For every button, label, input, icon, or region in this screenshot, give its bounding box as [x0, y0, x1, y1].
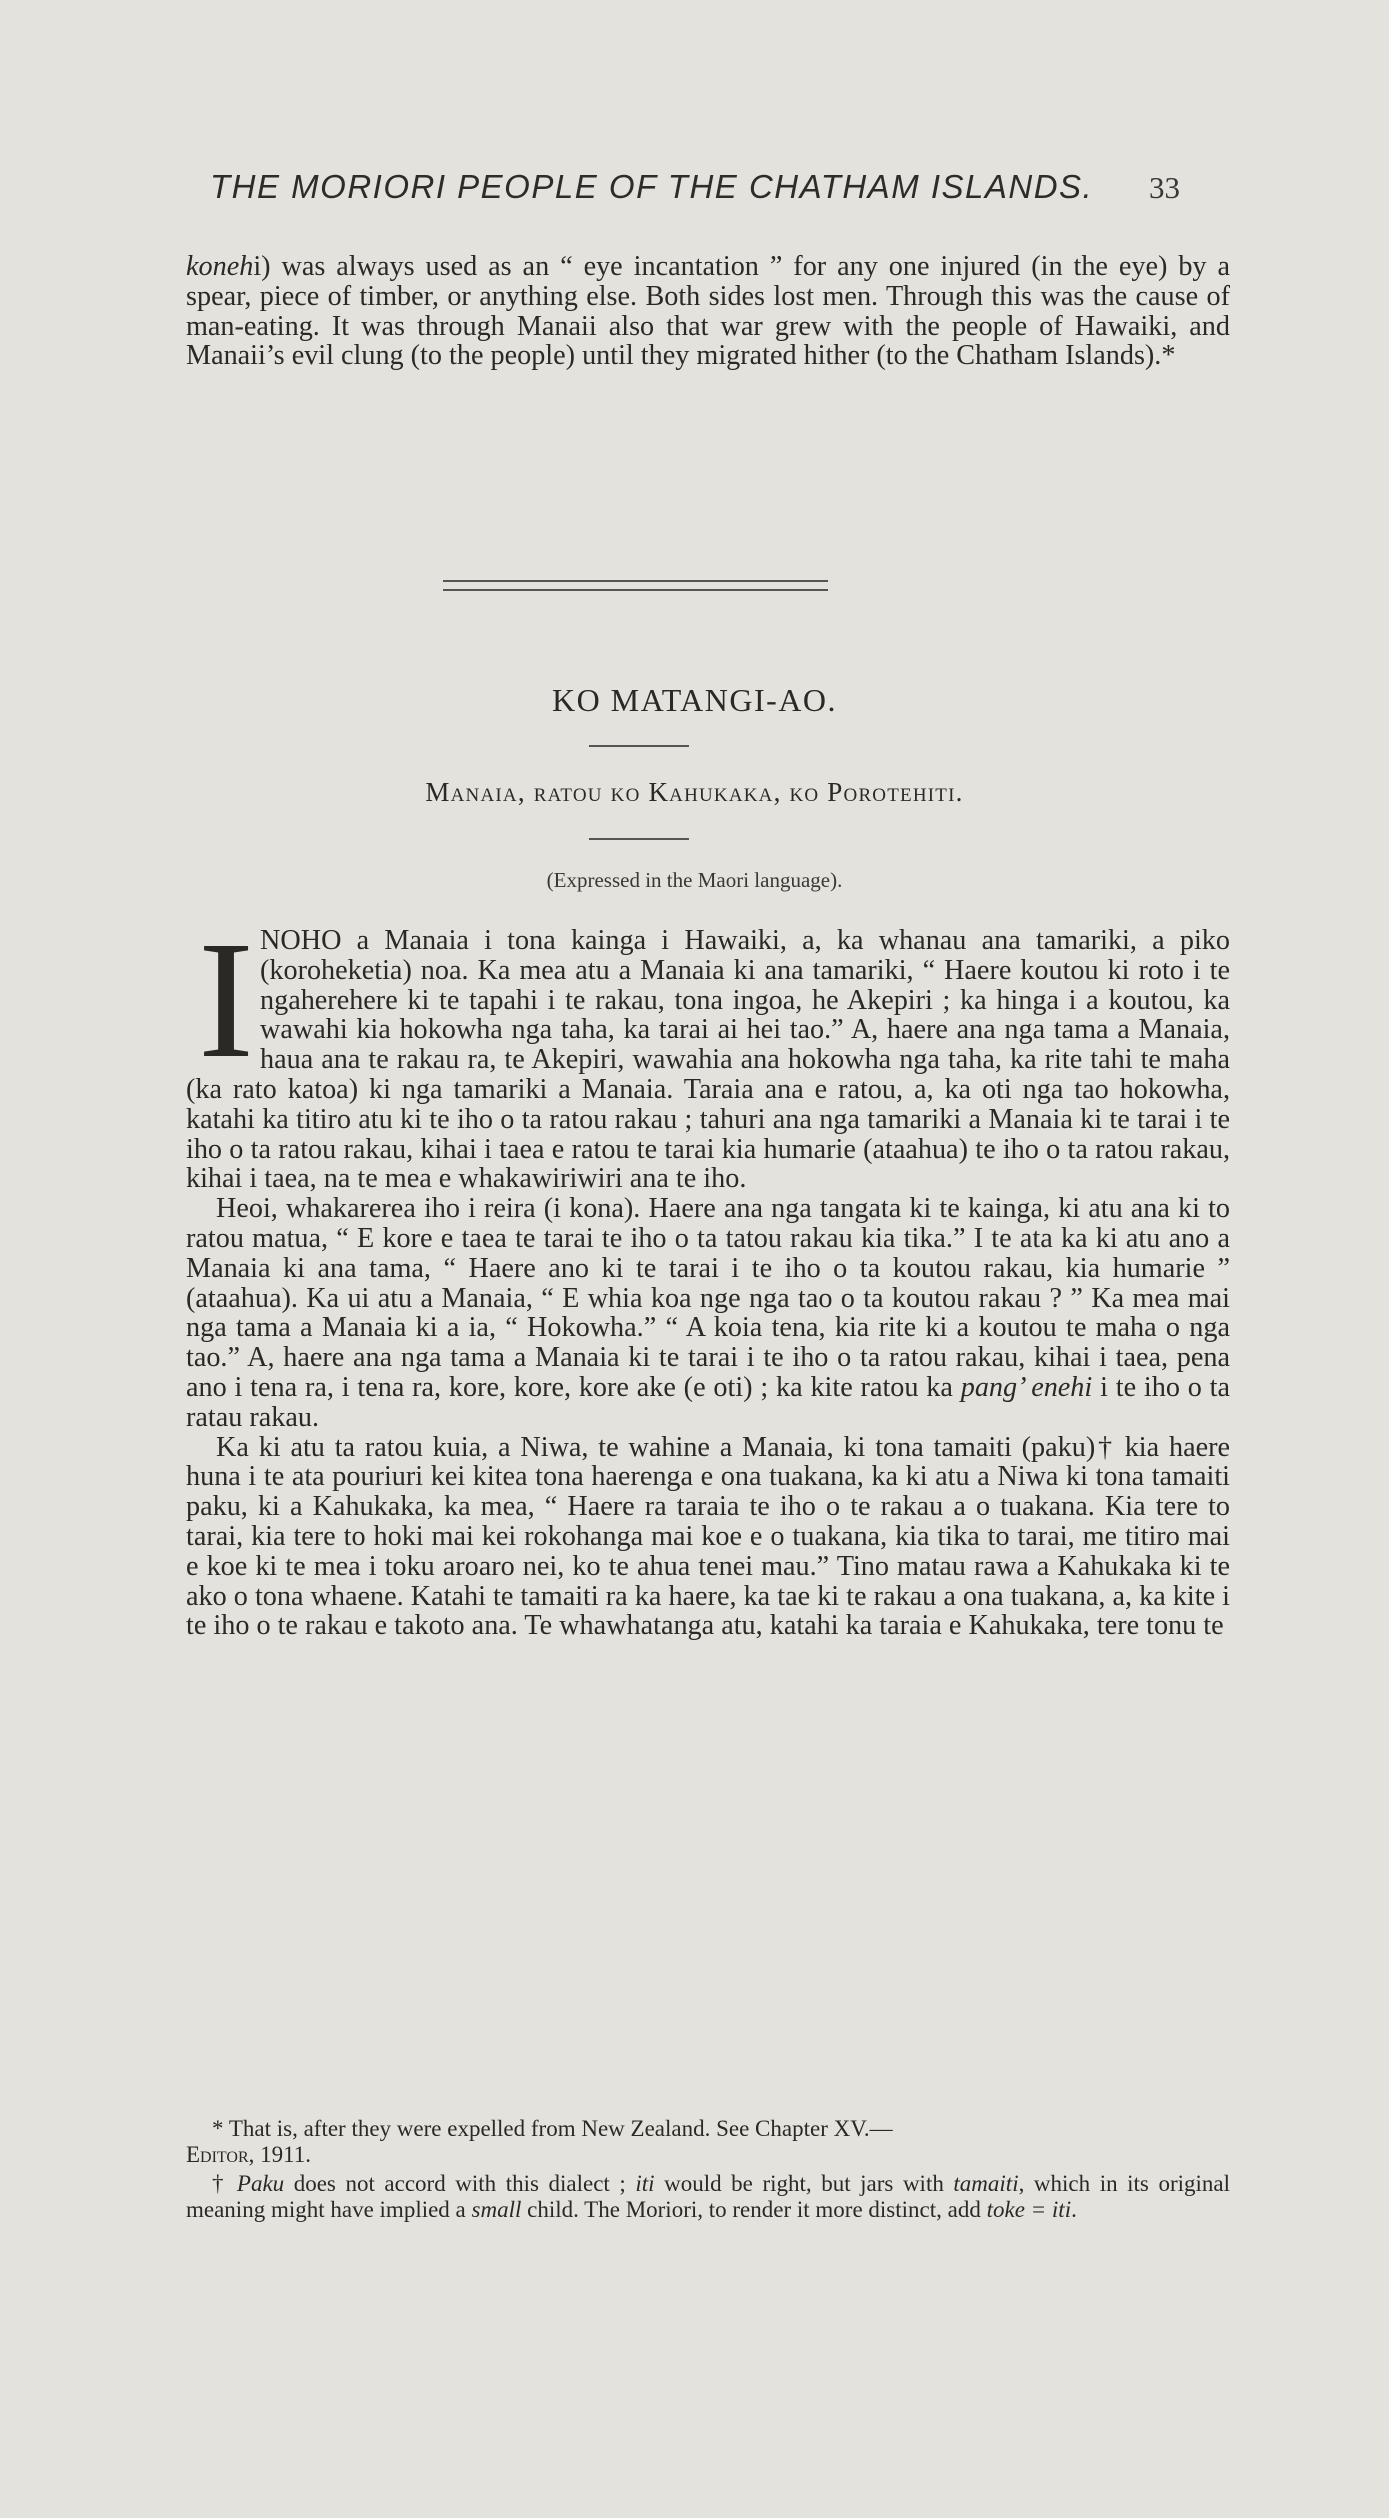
paragraph-1: INOHO a Manaia i tona kainga i Hawaiki, a, ka whanau ana tamariki, a piko (koroheketia) noa. Ka mea atu a Manaia ki ana tamariki, “ Haere koutou ki roto i te ngaherehere ki te tapahi i te rakau, tona ingoa, he Akepiri ; ka hinga i a koutou, ka wawahi kia hokowha nga taha, ka tarai ai hei tao.” A, haere ana nga tama a Manaia, haua ana te rakau ra, te Akepiri, wawahia ana hokowha nga taha, ka rite tahi te maha (ka rato katoa) ki nga tamariki a Manaia. Taraia ana e ratou, a, ka oti nga tao hokowha, katahi ka titiro atu ki te iho o ta ratou rakau ; tahuri ana nga tamariki a Manaia ki te tarai i te iho o ta ratou rakau, kihai i taea e ratou te tarai kia humarie (ataahua) te iho o ta ratou rakau, kihai i taea, na te mea e whakawiriwiri ana te iho.	[186, 907, 1230, 1195]
intro-text: i) was always used as an “ eye incantation ” for any one injured (in the eye) by a spear, piece of timber, or anything else. Both sides lost men. Through this was the cause of man-eating. It was through Manaii also that war grew with the people of Hawaiki, and Manaii’s evil clung (to the people) until they migrated hither (to the Chatham Islands).*	[186, 251, 1230, 372]
footnotes	[186, 2116, 1230, 2226]
section-title: KO MATANGI-AO.	[551, 682, 838, 718]
intro-paragraph	[186, 252, 1230, 371]
section-subtitle: Manaia, ratou ko Kahukaka, ko Porotehiti.	[425, 777, 964, 807]
running-header	[210, 168, 1180, 218]
footnote-2: † Paku does not accord with this dialect ; iti would be right, but jars with tamaiti, which in its original meaning might have implied a small child. The Moriori, to render it more distinct, add toke = iti.	[186, 2171, 1230, 2222]
title-rule	[589, 745, 689, 747]
drop-cap: I	[198, 907, 254, 1093]
intro-italic-word: koneh	[186, 251, 254, 282]
paragraph-2: Heoi, whakarerea iho i reira (i kona). Haere ana nga tangata ki te kainga, ki atu ana ki to ratou matua, “ E kore e taea te tarai te iho o ta tatou rakau kia tika.” I te ata ka ki atu ano a Manaia ki ana tama, “ Haere ano ki te tarai i te iho o ta koutou rakau, kia humarie ” (ataahua). Ka ui atu a Manaia, “ E whia koa nge nga tao o ta koutou rakau ? ” Ka mea mai nga tama a Manaia ki a ia, “ Hokowha.” “ A koia tena, kia rite ki a koutou te maha o nga tao.” A, haere ana nga tama a Manaia ki te tarai i te iho o ta ratou rakau, kihai i taea, pena ano i tena ra, i tena ra, kore, kore, kore ake (e oti) ; ka kite ratou ka pang’ enehi i te iho o ta ratau rakau.	[186, 1193, 1231, 1433]
running-title: THE MORIORI PEOPLE OF THE CHATHAM ISLANDS.	[210, 168, 1094, 205]
subtitle-rule	[589, 838, 689, 840]
language-note: (Expressed in the Maori language).	[546, 868, 843, 892]
section-divider	[443, 580, 828, 591]
paragraph-3: Ka ki atu ta ratou kuia, a Niwa, te wahine a Manaia, ki tona tamaiti (paku)† kia haere huna i te ata pouriuri kei kitea tona haerenga e ona tuakana, ka ki atu a Niwa ki tona tamaiti paku, ki a Kahukaka, ka mea, “ Haere ra taraia te iho o te rakau a o tuakana. Kia tere to tarai, kia tere to hoki mai kei rokohanga mai koe e o tuakana, kia tika to tarai, me titiro mai e koe ki te mea i toku aroaro nei, ko te ahua tenei mau.” Tino matau rawa a Kahukaka ki te ako o tona whaene. Katahi te tamaiti ra ka haere, ka tae ki te rakau a ona tuakana, a, ka kite i te iho o te rakau e takoto ana. Te whawhatanga atu, katahi ka taraia e Kahukaka, tere tonu te	[186, 1431, 1230, 1642]
story-body	[186, 907, 1231, 1642]
page-number: 33	[1149, 170, 1180, 205]
footnote-1: * That is, after they were expelled from New Zealand. See Chapter XV.— Editor, 1911.	[186, 2116, 893, 2167]
